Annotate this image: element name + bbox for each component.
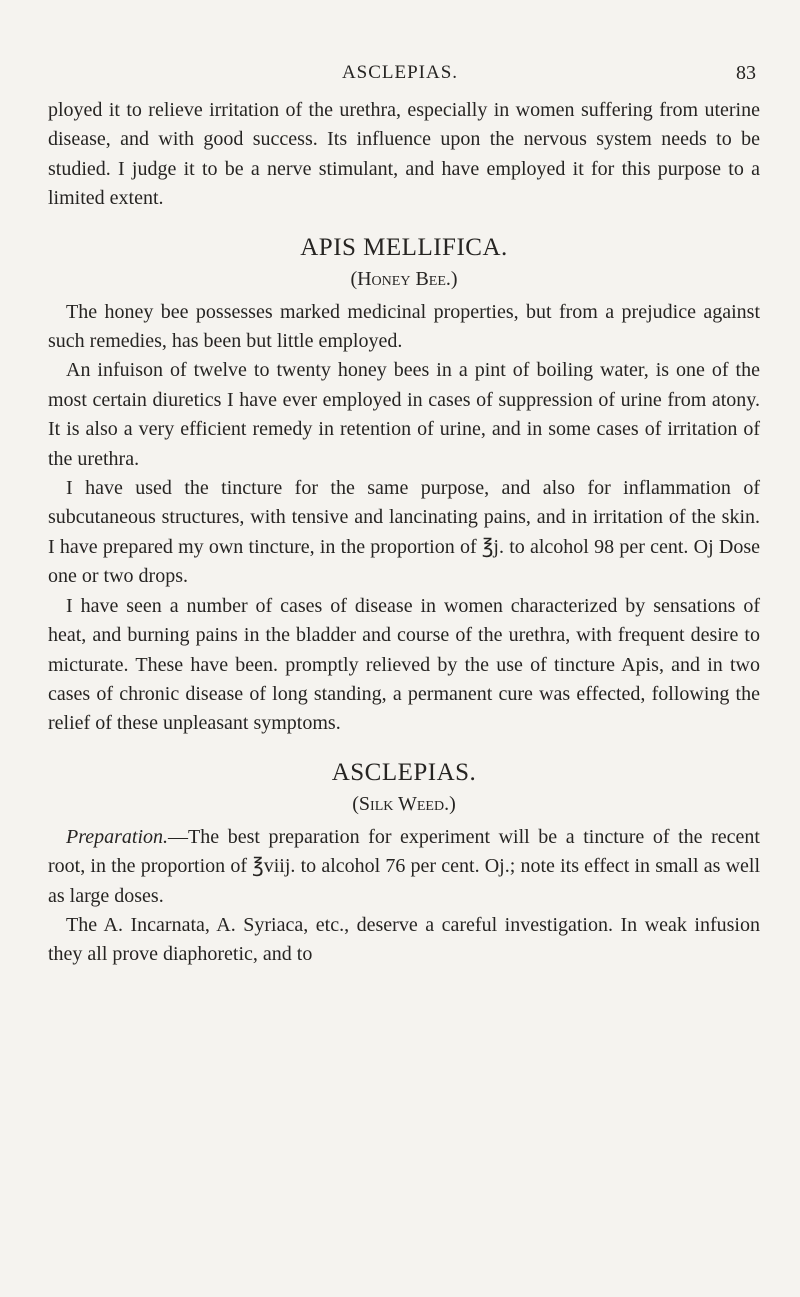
apis-paragraph: An infuison of twelve to twenty honey bees in a pint of boiling water, is one of the most certain diuretics I have ever employed in cases of suppression of urine from atony. It is also a very efficient remedy in retention of urine, and in some cases of irritation of the urethra. <box>48 359 760 470</box>
apis-paragraph: I have used the tincture for the same purpose, and also for inflammation of subcutaneous structures, with tensive and lancinating pains, and in irritation of the skin. I have prepared my own tincture, in the proportion of ℥j. to alcohol 98 per cent. Oj Dose one or two drops. <box>48 477 760 588</box>
body-text <box>48 96 760 970</box>
preparation-text: —The best preparation for experiment will be a tincture of the recent root, in the proportion of ℥viij. to alcohol 76 per cent. Oj.; note its effect in small as well as large doses. <box>48 825 760 907</box>
page-number: 83 <box>736 62 756 84</box>
apis-section-subtitle: (Honey Bee.) <box>350 267 458 290</box>
apis-section-title: APIS MELLIFICA. <box>300 233 508 261</box>
asclepias-preparation-paragraph <box>48 823 760 911</box>
asclepias-section-title: ASCLEPIAS. <box>331 758 477 786</box>
apis-paragraph: The honey bee possesses marked medicinal properties, but from a prejudice against such remedies, has been but little employed. <box>48 300 760 353</box>
apis-paragraph: I have seen a number of cases of disease in women characterized by sensations of heat, and burning pains in the bladder and course of the urethra, with frequent desire to micturate. These have been. promptly relieved by the use of tincture Apis, and in two cases of chronic disease of long standing, a permanent cure was effected, following the relief of these unpleasant symptoms. <box>48 594 760 735</box>
intro-paragraph: ployed it to relieve irritation of the urethra, especially in women suffering from uterine disease, and with good success. Its influence upon the nervous system needs to be studied. I judge it to be a nerve stimulant, and have employed it for this purpose to a limited extent. <box>48 99 760 210</box>
asclepias-closing-paragraph: The A. Incarnata, A. Syriaca, etc., deserve a careful investigation. In weak infusion they all prove diaphoretic, and to <box>48 913 760 966</box>
running-title: ASCLEPIAS. <box>341 62 459 83</box>
running-header <box>0 62 800 86</box>
asclepias-section-subtitle: (Silk Weed.) <box>352 792 456 815</box>
preparation-label: Preparation. <box>66 825 169 848</box>
